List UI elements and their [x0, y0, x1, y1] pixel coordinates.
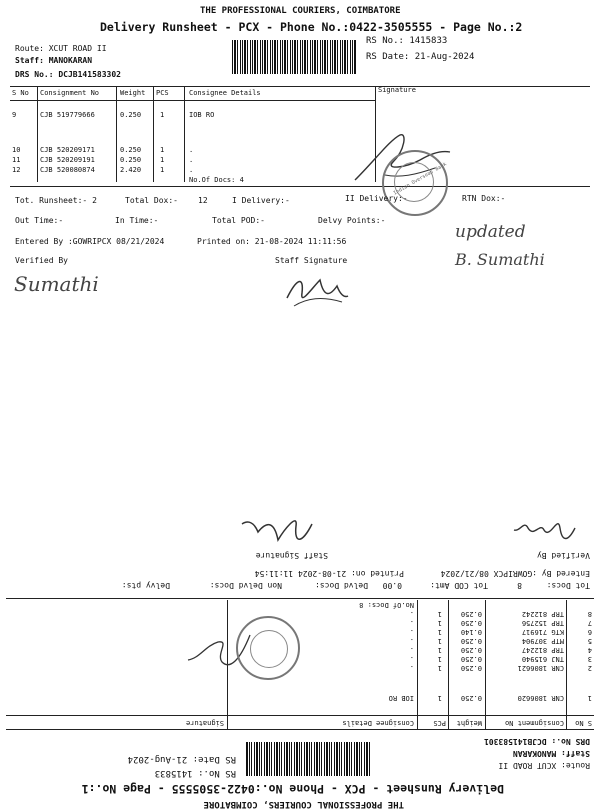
delvd-docs: Delvd Docs:	[315, 581, 368, 590]
table-row-weight: 0.250	[460, 637, 482, 645]
table-row-details: .	[189, 166, 194, 174]
rs-number: RS No.: 1415833	[154, 768, 236, 778]
col-sno: S No	[12, 89, 29, 97]
col-consignment: Consignment No	[504, 719, 564, 727]
table-row-consignment: TRP 812242	[521, 610, 564, 618]
table-row-sno: 1	[587, 694, 592, 702]
runsheet-title: Delivery Runsheet - PCX - Phone No.:0422-3505555 - Page No.:1	[81, 782, 504, 796]
total-dox-value: 12	[198, 196, 208, 205]
staff-signature	[238, 502, 318, 552]
table-row-consignment: TRP 152756	[521, 619, 564, 627]
table-row-pcs: 1	[437, 664, 442, 672]
runsheet-page-1-inverted	[0, 400, 600, 809]
company-name: THE PROFESSIONAL COURIERS, COIMBATORE	[203, 799, 404, 809]
table-row-pcs: 1	[437, 655, 442, 663]
in-time: In Time:-	[115, 216, 159, 225]
table-row-pcs: 1	[437, 619, 442, 627]
rs-barcode	[245, 742, 370, 776]
col-weight: Weight	[456, 719, 482, 727]
table-row-details: IOB RO	[189, 111, 215, 119]
handwritten-updated: updated	[455, 222, 526, 242]
tot-cod-amt-value: 0.00	[382, 581, 402, 590]
table-row-details: .	[409, 646, 414, 654]
col-consignment: Consignment No	[40, 89, 100, 97]
tot-runsheet: Tot. Runsheet:- 2	[15, 196, 97, 205]
rs-number: RS No.: 1415833	[366, 36, 448, 46]
table-row-weight: 0.250	[460, 619, 482, 627]
col-pcs: PCS	[156, 89, 169, 97]
delvy-points: Delvy Points:-	[318, 216, 386, 225]
table-row-sno: 8	[587, 610, 592, 618]
table-top-rule	[10, 86, 590, 87]
table-row-consignment: CNR 1806620	[517, 694, 564, 702]
table-row-sno: 6	[587, 628, 592, 636]
rs-date: RS Date: 21-Aug-2024	[127, 754, 236, 764]
staff-label: Staff: MANOKARAN	[512, 749, 590, 758]
table-bottom-rule	[10, 186, 590, 187]
entered-by: Entered By :GOWRIPCX 08/21/2024	[15, 237, 165, 246]
table-row-consignment: TRP 812247	[521, 646, 564, 654]
handwritten-name: B. Sumathi	[455, 250, 545, 269]
col-pcs: PCS	[433, 719, 446, 727]
printed-on: Printed on: 21-08-2024 11:11:56	[197, 237, 347, 246]
route-label: Route: XCUT ROAD II	[498, 761, 590, 770]
verified-by-label: Verified By	[15, 256, 68, 265]
table-row-details: .	[409, 628, 414, 636]
table-row-weight: 2.420	[120, 166, 142, 174]
table-row-sno: 9	[12, 111, 17, 119]
delvy-pts: Delvy pts:	[121, 581, 170, 590]
table-row-sno: 12	[12, 166, 21, 174]
table-row-consignment: TNJ 615940	[521, 655, 564, 663]
rs-date: RS Date: 21-Aug-2024	[366, 52, 475, 62]
table-row-pcs: 1	[437, 628, 442, 636]
table-row-details: IOB RO	[388, 694, 414, 702]
table-row-weight: 0.250	[460, 694, 482, 702]
drs-number: DRS No.: DCJB141583301	[484, 737, 590, 746]
staff-signature-label: Staff Signature	[275, 256, 348, 265]
table-row-consignment: CJB 520209191	[40, 156, 95, 164]
table-row-sno: 11	[12, 156, 21, 164]
col-signature: Signature	[378, 86, 416, 94]
table-row-details: .	[409, 619, 414, 627]
table-row-weight: 0.250	[460, 610, 482, 618]
table-row-pcs: 1	[437, 694, 442, 702]
col-consignee: Consignee Details	[189, 89, 261, 97]
bank-stamp	[382, 150, 448, 216]
table-row-weight: 0.250	[120, 156, 142, 164]
table-row-details: .	[409, 655, 414, 663]
col-signature: Signature	[186, 719, 224, 727]
table-row-pcs: 1	[437, 610, 442, 618]
table-row-sno: 4	[587, 646, 592, 654]
col-sno: S No	[575, 719, 592, 727]
table-row-sno: 7	[587, 619, 592, 627]
col-weight: Weight	[120, 89, 146, 97]
no-of-docs: No.Of Docs: 8	[359, 601, 414, 609]
ii-delivery: II Delivery:-	[345, 194, 408, 203]
table-row-pcs: 1	[160, 166, 165, 174]
table-row-consignment: CJB 520209171	[40, 146, 95, 154]
drs-number: DRS No.: DCJB141583302	[15, 70, 121, 79]
non-delvd-docs: Non Delvd Docs:	[209, 581, 282, 590]
stamp-text: Indian Overseas Bank	[392, 161, 448, 197]
verifier-signature: Sumathi	[14, 272, 99, 296]
verifier-signature	[510, 508, 580, 548]
total-dox-label: Total Dox:-	[125, 196, 178, 205]
table-row-weight: 0.250	[460, 655, 482, 663]
printed-on: Printed on: 21-08-2024 11:11:54	[254, 569, 404, 578]
col-consignee: Consignee Details	[342, 719, 414, 727]
total-pod: Total POD:-	[212, 216, 265, 225]
i-delivery: I Delivery:-	[232, 196, 290, 205]
table-row-pcs: 1	[160, 156, 165, 164]
table-row-pcs: 1	[437, 646, 442, 654]
company-name: THE PROFESSIONAL COURIERS, COIMBATORE	[200, 6, 401, 16]
table-row-details: .	[189, 146, 194, 154]
rtn-dox: RTN Dox:-	[462, 194, 506, 203]
table-row-consignment: CJB 520080874	[40, 166, 95, 174]
table-row-sno: 5	[587, 637, 592, 645]
table-row-pcs: 1	[437, 637, 442, 645]
table-row-details: .	[409, 610, 414, 618]
bank-stamp	[236, 616, 300, 680]
table-row-weight: 0.250	[460, 646, 482, 654]
table-row-sno: 10	[12, 146, 21, 154]
out-time: Out Time:-	[15, 216, 64, 225]
rs-barcode	[232, 40, 357, 74]
table-row-consignment: CNR 1806621	[517, 664, 564, 672]
table-row-sno: 2	[587, 664, 592, 672]
staff-signature	[282, 268, 352, 314]
table-header-rule	[10, 100, 376, 101]
table-row-pcs: 1	[160, 146, 165, 154]
tot-docs-value: 8	[517, 581, 522, 590]
staff-label: Staff: MANOKARAN	[15, 56, 93, 65]
table-row-consignment: CJB 519779666	[40, 111, 95, 119]
table-row-details: .	[189, 156, 194, 164]
staff-signature-label: Staff Signature	[255, 551, 328, 560]
tot-docs-label: Tot Docs:	[546, 581, 590, 590]
no-of-docs: No.Of Docs: 4	[189, 176, 244, 184]
table-row-sno: 3	[587, 655, 592, 663]
verified-by-label: Verified By	[537, 551, 590, 560]
route-label: Route: XCUT ROAD II	[15, 44, 107, 53]
table-row-weight: 0.250	[120, 111, 142, 119]
table-row-details: .	[409, 637, 414, 645]
tot-cod-amt-label: Tot COD Amt:	[430, 581, 488, 590]
table-row-details: .	[409, 664, 414, 672]
table-row-weight: 0.140	[460, 628, 482, 636]
table-row-weight: 0.250	[460, 664, 482, 672]
entered-by: Entered By :GOWRIPCX 08/21/2024	[440, 569, 590, 578]
table-row-consignment: KTG 716917	[521, 628, 564, 636]
table-row-pcs: 1	[160, 111, 165, 119]
table-row-weight: 0.250	[120, 146, 142, 154]
runsheet-title: Delivery Runsheet - PCX - Phone No.:0422-3505555 - Page No.:2	[100, 20, 523, 34]
table-row-consignment: MTP 307904	[521, 637, 564, 645]
